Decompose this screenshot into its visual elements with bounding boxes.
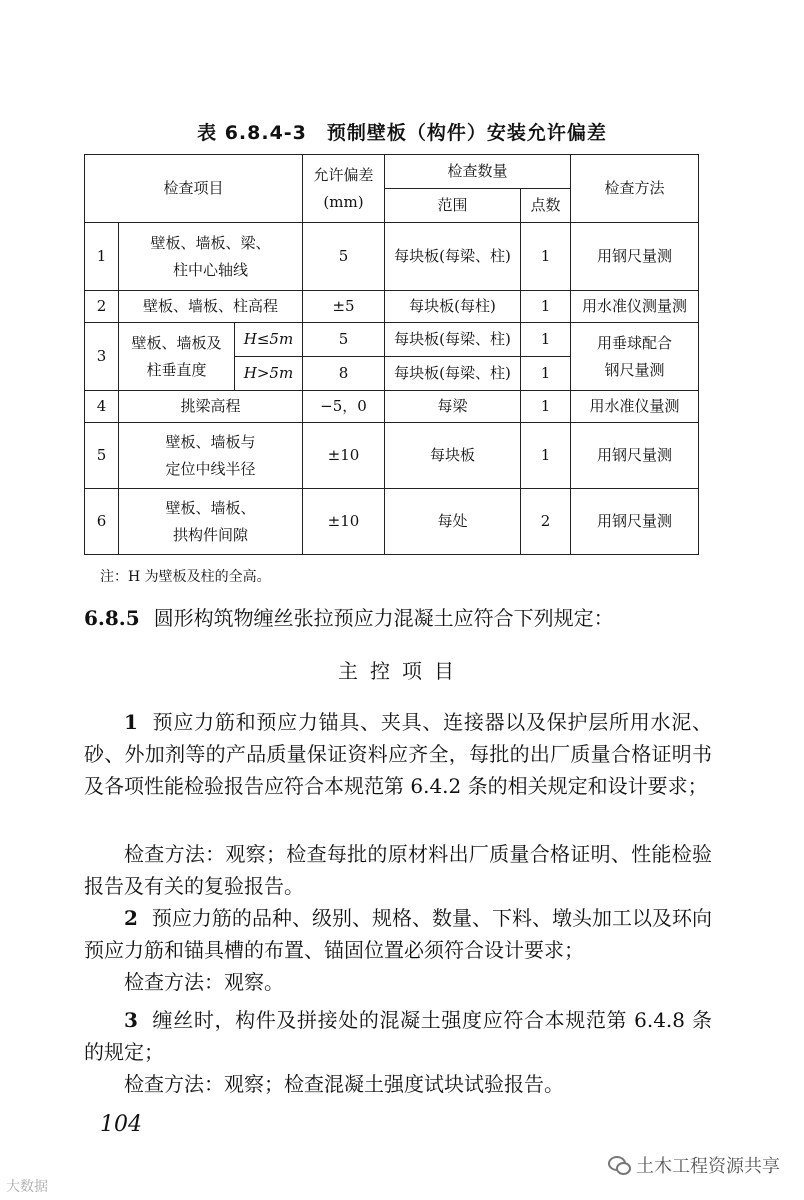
- watermark-left: 大数据: [6, 1179, 48, 1195]
- subsection-heading: 主控项目: [338, 659, 466, 683]
- header-points: 点数: [521, 189, 571, 223]
- table-row: 3 壁板、墙板及 柱垂直度 H≤5m 5 每块板(每梁、柱) 1 用垂球配合 钢尺量测: [85, 323, 699, 357]
- page-number: 104: [100, 1112, 142, 1137]
- header-method: 检查方法: [571, 155, 699, 223]
- table-row: 4 挑梁高程 −5，0 每梁 1 用水准仪量测: [85, 391, 699, 423]
- table-row: 2 壁板、墙板、柱高程 ±5 每块板(每柱) 1 用水准仪测量测: [85, 291, 699, 323]
- table-row: 6 壁板、墙板、 拱构件间隙 ±10 每处 2 用钢尺量测: [85, 489, 699, 555]
- clause-3-check: 检查方法：观察；检查混凝土强度试块试验报告。: [124, 1072, 564, 1096]
- tolerance-table: [84, 154, 699, 555]
- wechat-icon: [608, 1156, 630, 1174]
- clause-1: 1 预应力筋和预应力锚具、夹具、连接器以及保护层所用水泥、砂、外加剂等的产品质量保证资料应齐全，每批的出厂质量合格证明书及各项性能检验报告应符合本规范第 6.4.2 条的相关规定和设计要求；: [84, 710, 712, 798]
- table-row: 1 壁板、墙板、梁、 柱中心轴线 5 每块板(每梁、柱) 1 用钢尺量测: [85, 223, 699, 291]
- watermark-right: 土木工程资源共享: [608, 1152, 780, 1178]
- table-note: 注：H 为壁板及柱的全高。: [100, 569, 271, 585]
- section-heading: 6.8.5 圆形构筑物缠丝张拉预应力混凝土应符合下列规定：: [84, 606, 614, 630]
- table-row: H>5m 8 每块板(每梁、柱) 1: [85, 357, 699, 391]
- table-caption: 表 6.8.4-3 预制壁板（构件）安装允许偏差: [197, 122, 607, 144]
- header-quantity: 检查数量: [385, 155, 571, 189]
- header-range: 范围: [385, 189, 521, 223]
- header-item: 检查项目: [85, 155, 303, 223]
- header-tolerance: 允许偏差 (mm): [303, 155, 385, 223]
- table-row: 5 壁板、墙板与 定位中线半径 ±10 每块板 1 用钢尺量测: [85, 423, 699, 489]
- clause-3: 3 缠丝时，构件及拼接处的混凝土强度应符合本规范第 6.4.8 条的规定；: [84, 1008, 712, 1064]
- clause-2-check: 检查方法：观察。: [124, 970, 284, 994]
- clause-1-check: 检查方法：观察；检查每批的原材料出厂质量合格证明、性能检验报告及有关的复验报告。: [84, 842, 712, 898]
- clause-2: 2 预应力筋的品种、级别、规格、数量、下料、墩头加工以及环向预应力筋和锚具槽的布置、锚固位置必须符合设计要求；: [84, 906, 712, 962]
